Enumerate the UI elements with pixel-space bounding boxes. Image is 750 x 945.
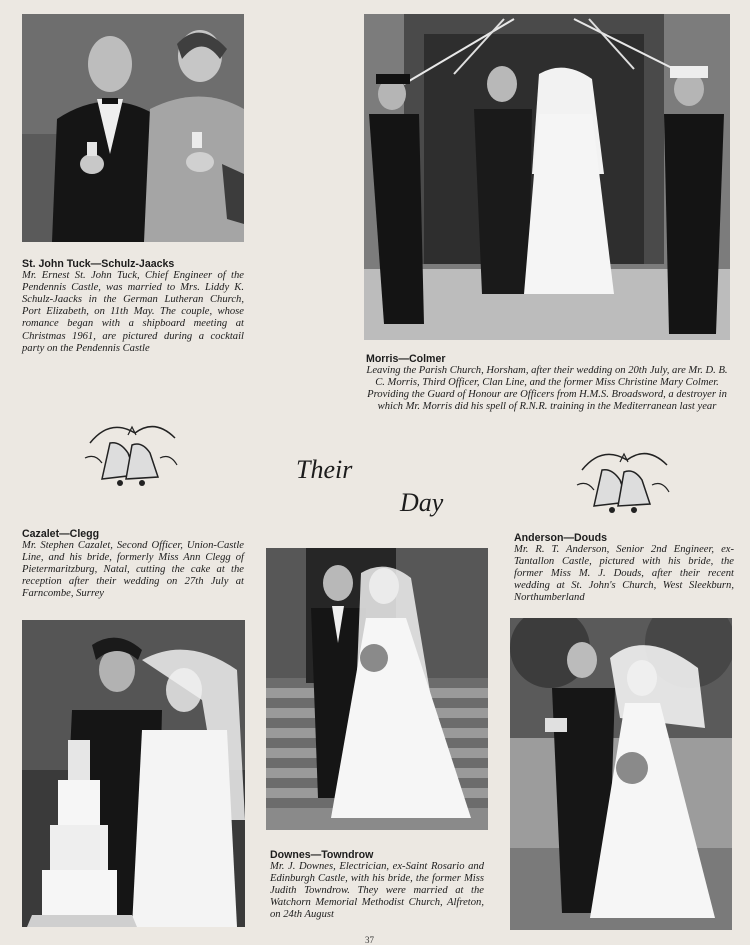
title-their: Their	[296, 455, 353, 484]
caption-morris-heading: Morris—Colmer	[366, 353, 446, 365]
photo-downes-wedding	[266, 548, 488, 830]
caption-cazalet-body: Mr. Stephen Cazalet, Second Officer, Union-Castle Line, and his bride, formerly Miss Ann Clegg of Pietermaritzburg, Natal, cutting the cake at the reception after their wedding on 27th July at Farncombe, Surrey	[22, 540, 244, 600]
caption-morris	[366, 353, 728, 413]
photo-morris-wedding	[364, 14, 730, 340]
wedding-bells-left-icon	[80, 413, 180, 491]
title-day: Day	[400, 488, 444, 517]
caption-downes-body: Mr. J. Downes, Electrician, ex-Saint Rosario and Edinburgh Castle, with his bride, the former Miss Judith Towndrow. They were married at the Watchorn Memorial Methodist Church, Alfreton, on 24th August	[270, 861, 484, 921]
caption-downes-heading: Downes—Towndrow	[270, 849, 374, 861]
caption-anderson-body: Mr. R. T. Anderson, Senior 2nd Engineer, ex-Tantallon Castle, pictured with his bride, the former Miss M. J. Douds, after their recent wedding at St. John's Church, West Sleekburn, Northumberland	[514, 544, 734, 604]
caption-anderson-heading: Anderson—Douds	[514, 532, 607, 544]
caption-cazalet	[22, 528, 244, 601]
caption-morris-body: Leaving the Parish Church, Horsham, after their wedding on 20th July, are Mr. D. B. C. Morris, Third Officer, Clan Line, and the former Miss Christine Mary Colmer. Providing the Guard of Honour are Officers from H.M.S. Broadsword, a destroyer in which Mr. Morris did his spell of R.N.R. training in the Mediterranean last year	[366, 365, 728, 413]
caption-tuck-heading: St. John Tuck—Schulz-Jaacks	[22, 258, 175, 270]
caption-cazalet-heading: Cazalet—Clegg	[22, 528, 100, 540]
caption-downes	[270, 849, 484, 922]
page-number: 37	[365, 935, 374, 945]
photo-cazalet-cake	[22, 620, 245, 927]
photo-anderson-wedding	[510, 618, 732, 930]
caption-tuck	[22, 258, 244, 355]
caption-tuck-body: Mr. Ernest St. John Tuck, Chief Engineer of the Pendennis Castle, was married to Mrs. Liddy K. Schulz-Jaacks in the German Lutheran Church, Port Elizabeth, on 11th May. The couple, whose romance began with a shipboard meeting at Christmas 1961, are pictured during a cocktail party on the Pendennis Castle	[22, 270, 244, 354]
caption-anderson	[514, 532, 734, 605]
photo-tuck-couple	[22, 14, 244, 242]
wedding-bells-right-icon	[572, 440, 672, 518]
